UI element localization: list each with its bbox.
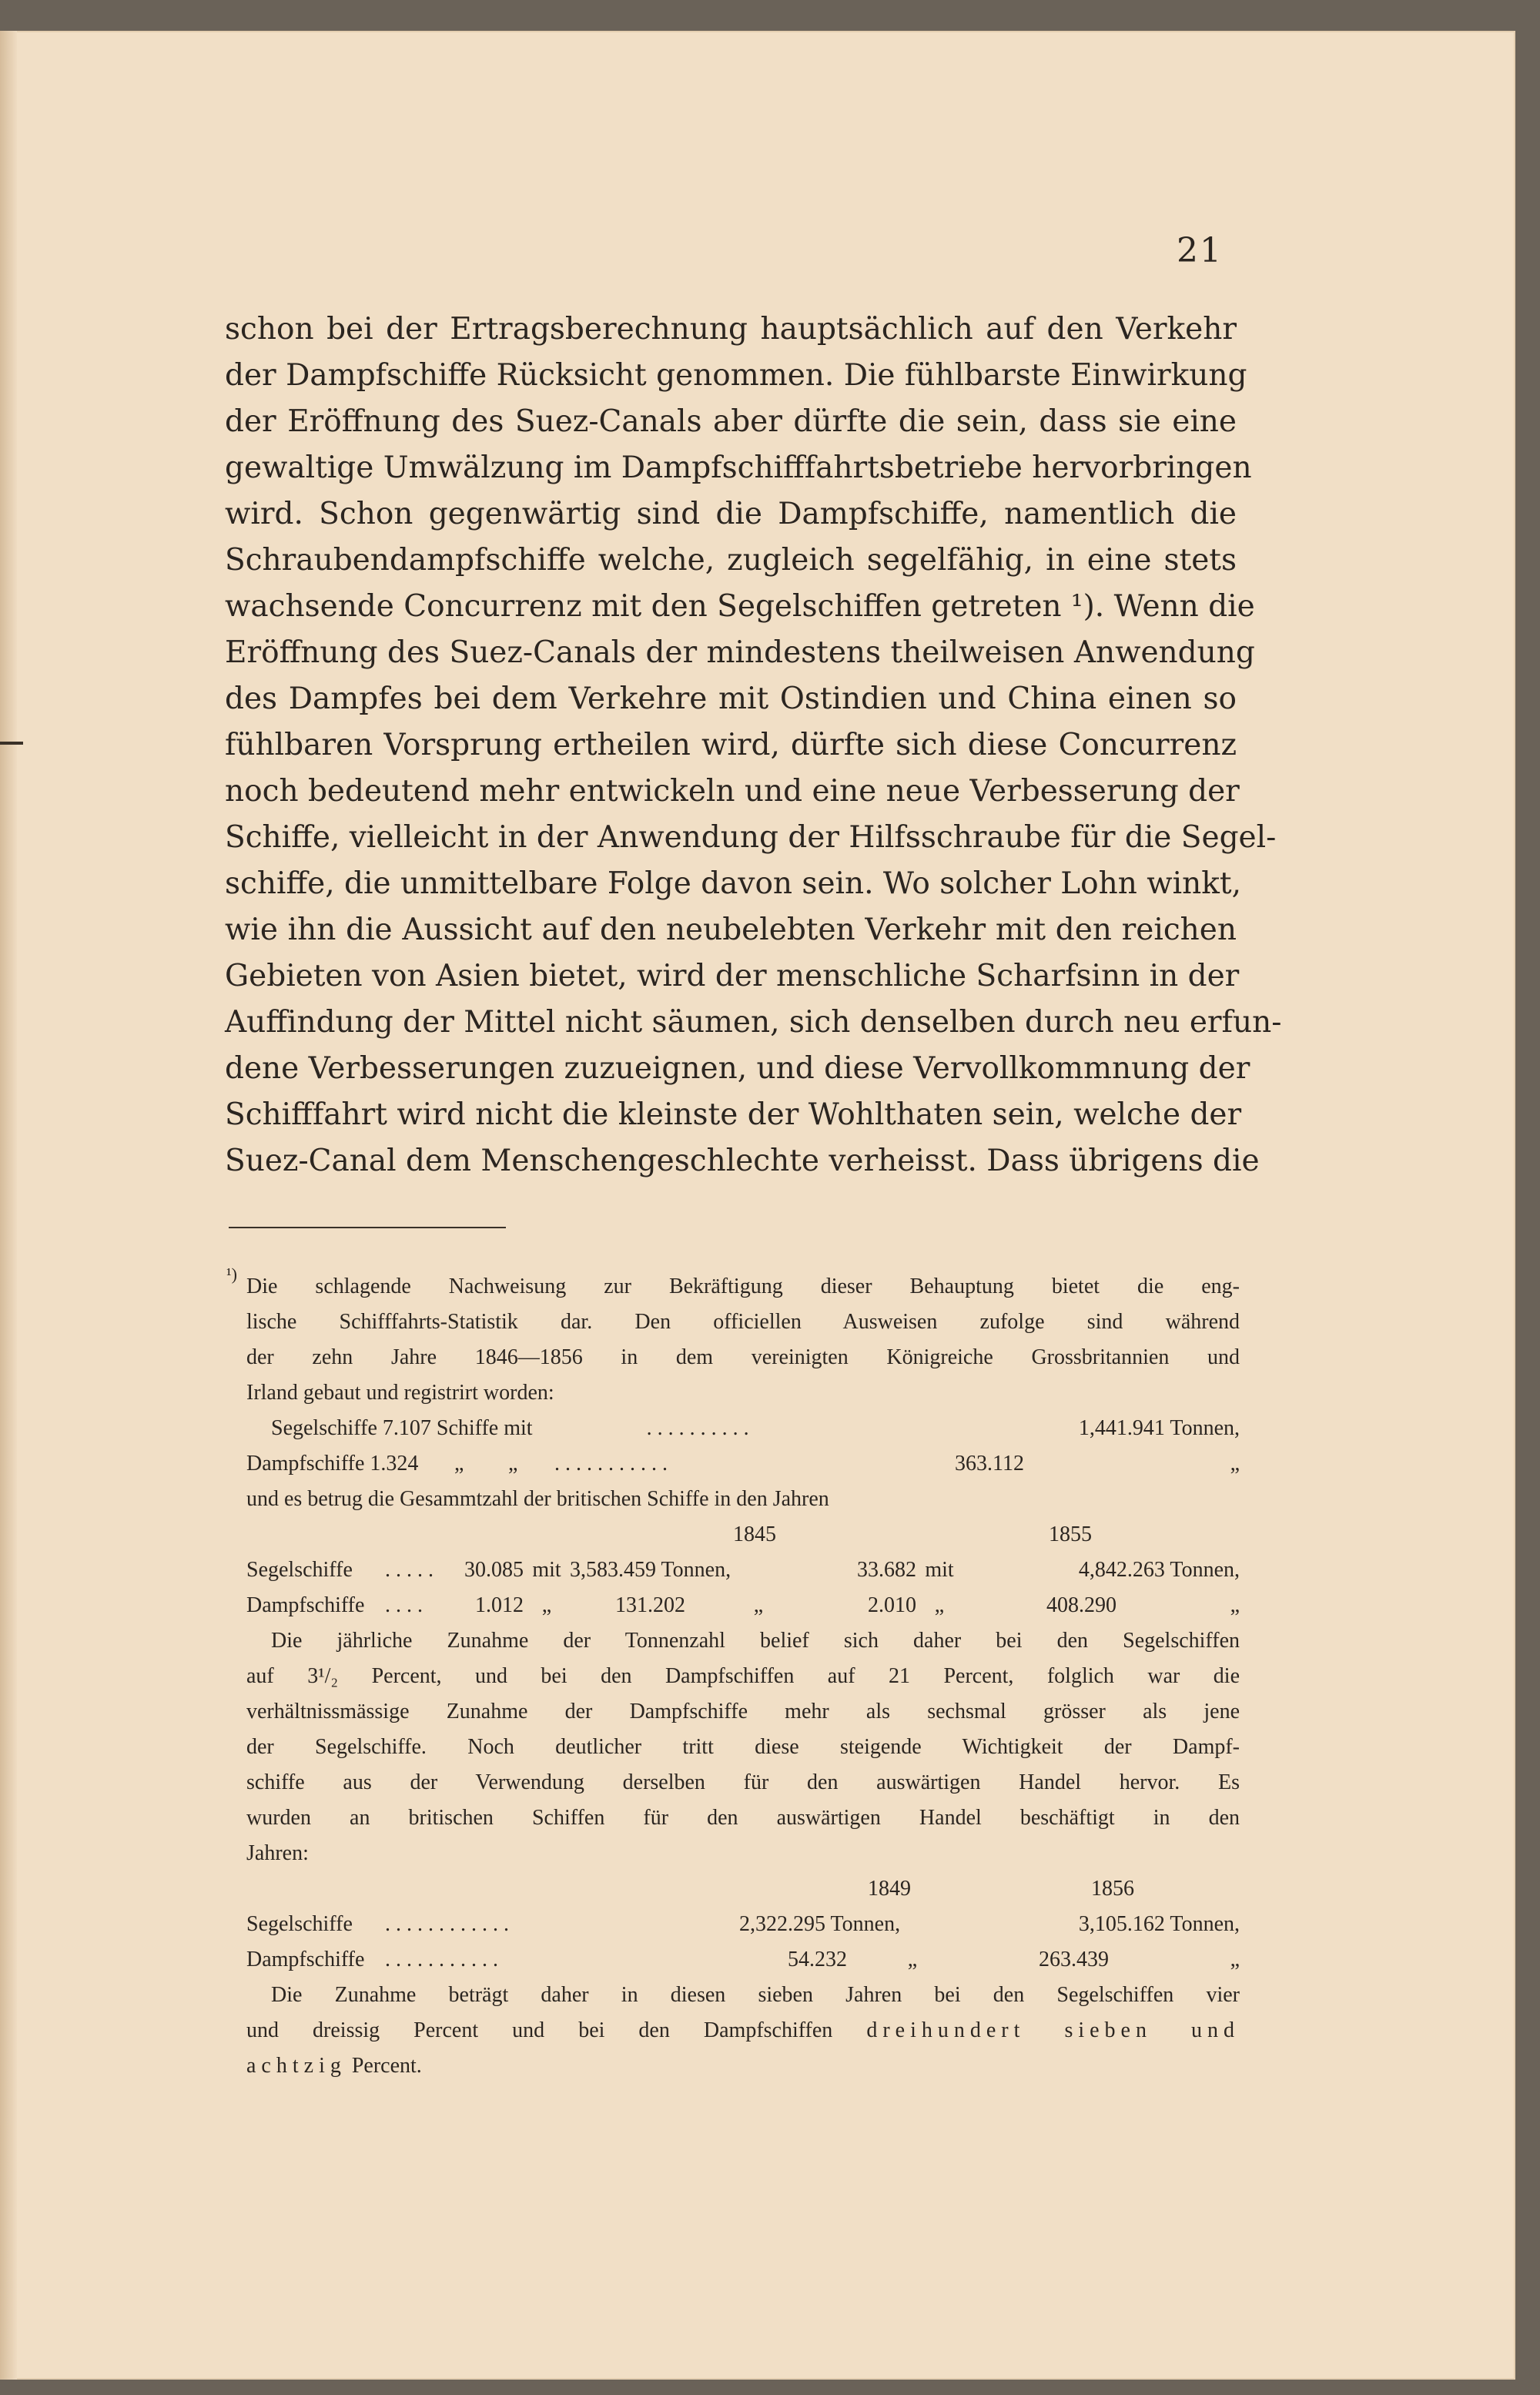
text-line: Eröffnung des Suez-Canals der mindestens theilweisen Anwendung — [225, 635, 1255, 670]
emphasized-text: achtzig — [246, 2054, 346, 2078]
year-label: 1845 — [733, 1522, 776, 1546]
ditto-mark: „ — [934, 1593, 945, 1617]
footnote-line — [246, 2013, 1240, 2048]
text-line: Schifffahrt wird nicht die kleinste der Wohlthaten sein, welche der — [225, 1097, 1242, 1132]
ship-count: 33.682 — [857, 1558, 916, 1582]
year-label: 1855 — [1049, 1522, 1092, 1546]
leader-dots: . . . . . . . . . . . . — [385, 1912, 509, 1936]
text-line: Suez-Canal dem Menschengeschlechte verheisst. Dass übrigens die — [225, 1144, 1260, 1178]
year-label: 1856 — [1091, 1877, 1134, 1901]
text-line: gewaltige Umwälzung im Dampfschifffahrtsbetriebe hervorbringen — [225, 451, 1252, 485]
built-row-steam — [246, 1446, 1240, 1482]
footnote-line: auf 3¹/₂ Percent, und bei den Dampfschiffen auf 21 Percent, folglich war die — [246, 1664, 1240, 1688]
footnote-mark: ¹) — [226, 1264, 237, 1284]
page-number: 21 — [1177, 231, 1223, 270]
tonnage-value: 263.439 — [1039, 1948, 1109, 1971]
connector: mit — [925, 1558, 954, 1582]
footnote-line: wurden an britischen Schiffen für den auswärtigen Handel beschäftigt in den — [246, 1806, 1240, 1830]
leader-dots: . . . . . . . . . . . — [385, 1948, 498, 1971]
row-label: Dampfschiffe 1.324 — [246, 1452, 419, 1476]
ship-count: 2.010 — [868, 1593, 916, 1617]
footnote-rule — [229, 1227, 506, 1228]
totals-row-steam — [246, 1588, 1240, 1623]
footnote-line: verhältnissmässige Zunahme der Dampfschiffe mehr als sechsmal grösser als jene — [246, 1700, 1240, 1723]
ditto-mark: „ — [1230, 1948, 1240, 1971]
ditto-mark: „ — [753, 1593, 764, 1617]
leader-dots: . . . . — [385, 1593, 423, 1617]
text-line: wie ihn die Aussicht auf den neubelebten Verkehr mit den reichen — [225, 913, 1237, 947]
tonnage-value: 2,322.295 Tonnen, — [739, 1912, 901, 1936]
built-row-sailing — [246, 1411, 1240, 1446]
tonnage-value: 3,583.459 Tonnen, — [570, 1558, 732, 1582]
text-line: dene Verbesserungen zuzueignen, und diese Vervollkommnung der — [225, 1051, 1250, 1086]
row-label: Segelschiffe — [246, 1558, 353, 1582]
footnote — [226, 1264, 1240, 2084]
text-line: schiffe, die unmittelbare Folge davon sein. Wo solcher Lohn winkt, — [225, 866, 1241, 901]
footnote-line: Die Zunahme beträgt daher in diesen sieben Jahren bei den Segelschiffen vier — [271, 1983, 1240, 2007]
leader-dots: . . . . . . . . . . . — [554, 1452, 668, 1476]
text-line: wachsende Concurrenz mit den Segelschiffen getreten ¹). Wenn die — [225, 589, 1255, 624]
footnote-line: Jahren: — [246, 1841, 309, 1865]
footnote-line: und es betrug die Gesammtzahl der britischen Schiffe in den Jahren — [246, 1487, 829, 1511]
ditto-mark: „ — [1230, 1452, 1240, 1476]
foreign-row-sailing — [246, 1907, 1240, 1942]
row-label: Dampfschiffe — [246, 1593, 365, 1617]
ship-count: 30.085 — [464, 1558, 524, 1582]
footnote-line: Die schlagende Nachweisung zur Bekräftigung dieser Behauptung bietet die eng- — [246, 1275, 1240, 1298]
ditto-mark: „ — [508, 1452, 518, 1476]
text-line: Auffindung der Mittel nicht säumen, sich denselben durch neu erfun- — [225, 1005, 1282, 1040]
tonnage-value: 54.232 — [788, 1948, 847, 1971]
text-line: der Eröffnung des Suez-Canals aber dürfte die sein, dass sie eine — [225, 404, 1237, 439]
tonnage-value: 3,105.162 Tonnen, — [1078, 1912, 1240, 1936]
emphasized-text: dreihundert sieben und — [866, 2018, 1240, 2042]
row-label: Segelschiffe 7.107 Schiffe mit — [271, 1416, 533, 1440]
footnote-line: der Segelschiffe. Noch deutlicher tritt diese steigende Wichtigkeit der Dampf- — [246, 1735, 1240, 1759]
tonnage-value: 363.112 — [955, 1452, 1024, 1476]
connector: mit — [532, 1558, 561, 1582]
ditto-mark: „ — [1230, 1593, 1240, 1617]
ditto-mark: „ — [454, 1452, 464, 1476]
footnote-line — [246, 2048, 1240, 2084]
footnote-line: Irland gebaut und registrirt worden: — [246, 1381, 554, 1405]
text-line: noch bedeutend mehr entwickeln und eine neue Verbesserung der — [225, 774, 1240, 809]
text-line: der Dampfschiffe Rücksicht genommen. Die fühlbarste Einwirkung — [225, 358, 1247, 393]
text-line: Schraubendampfschiffe welche, zugleich segelfähig, in eine stets — [225, 543, 1237, 578]
foreign-row-steam — [246, 1942, 1240, 1978]
text-line: wird. Schon gegenwärtig sind die Dampfschiffe, namentlich die — [225, 497, 1237, 531]
text-line: fühlbaren Vorsprung ertheilen wird, dürfte sich diese Concurrenz — [225, 728, 1237, 762]
ditto-mark: „ — [541, 1593, 552, 1617]
margin-mark — [0, 742, 23, 745]
leader-dots: . . . . . . . . . . — [646, 1416, 749, 1440]
years-header-a — [246, 1517, 1240, 1553]
years-header-b — [246, 1871, 1240, 1907]
tonnage-value: 408.290 — [1046, 1593, 1116, 1617]
row-label: Segelschiffe — [246, 1912, 353, 1936]
year-label: 1849 — [868, 1877, 911, 1901]
leader-dots: . . . . . — [385, 1558, 434, 1582]
footnote-text: Percent. — [351, 2054, 422, 2078]
tonnage-value: 4,842.263 Tonnen, — [1078, 1558, 1240, 1582]
row-label: Dampfschiffe — [246, 1948, 365, 1971]
page-gutter-shadow — [0, 31, 17, 2380]
footnote-line: lische Schifffahrts-Statistik dar. Den officiellen Ausweisen zufolge sind während — [246, 1310, 1240, 1334]
footnote-line: Die jährliche Zunahme der Tonnenzahl belief sich daher bei den Segelschiffen — [271, 1629, 1240, 1653]
totals-row-sailing — [246, 1553, 1240, 1588]
main-text — [225, 306, 1282, 1184]
text-line: Gebieten von Asien bietet, wird der menschliche Scharfsinn in der — [225, 959, 1240, 993]
text-line: des Dampfes bei dem Verkehre mit Ostindien und China einen so — [225, 682, 1237, 716]
tonnage-value: 1,441.941 Tonnen, — [1078, 1416, 1240, 1440]
text-line: schon bei der Ertragsberechnung hauptsächlich auf den Verkehr — [225, 312, 1237, 347]
footnote-text: und dreissig Percent und bei den Dampfschiffen — [246, 2018, 833, 2042]
text-line: Schiffe, vielleicht in der Anwendung der Hilfsschraube für die Segel- — [225, 820, 1277, 855]
footnote-line: schiffe aus der Verwendung derselben für den auswärtigen Handel hervor. Es — [246, 1770, 1240, 1794]
ditto-mark: „ — [907, 1948, 918, 1971]
tonnage-value: 131.202 — [615, 1593, 685, 1617]
footnote-line: der zehn Jahre 1846—1856 in dem vereinigten Königreiche Grossbritannien und — [246, 1345, 1240, 1369]
ship-count: 1.012 — [475, 1593, 524, 1617]
